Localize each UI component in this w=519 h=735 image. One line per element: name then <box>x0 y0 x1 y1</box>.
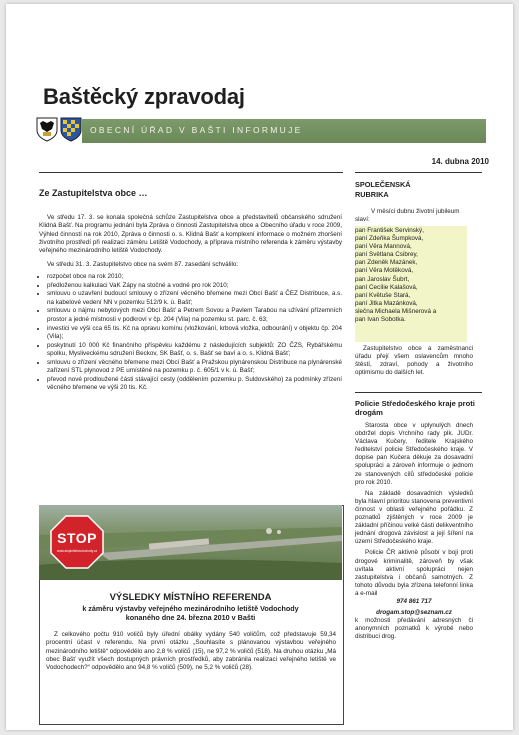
police-heading: Policie Středočeského kraje proti drogám <box>355 399 475 418</box>
article-heading: Ze Zastupitelstva obce … <box>39 188 148 198</box>
referendum-subtitle: konaného dne 24. března 2010 v Bašti <box>125 613 256 622</box>
jubilee-intro: V měsíci dubnu životní jubileum slaví: <box>355 208 460 224</box>
list-item: • smlouvu o uzavření budoucí smlouvy o zřízení věcného břemene mezi Obcí Bašť a ČEZ Distribuce, a.s. na kabelové vedení NN v pozemku 512/9 k. ú. Bašť; <box>47 290 342 307</box>
police-phone: 974 861 717 <box>396 597 432 605</box>
police-article <box>355 422 473 641</box>
referendum-paragraph: Z celkového počtu 910 voličů byly úřední obálky vydány 540 voličům, což představuje 59,34 procentní účast v referendu. Na první otázku „Souhlasíte s plánovanou výstavbou veřejného mezinárodního letiště“ odpovědělo ano 2,8 % voličů (15), ne 97,2 % voličů (518). Na druhou otázku „Má obec Bašť využít všech dostupných právních prostředků, aby zabránila realizaci veřejného letiště ve Vodochodech?“ odpovědělo ano 94,8 % voličů (509), ne 5,2 % voličů (28). <box>46 631 336 672</box>
name-item: paní Cecílie Kalašová, <box>355 283 418 291</box>
newsletter-title: Baštěcký zpravodaj <box>43 84 245 109</box>
name-item: slečna Michaela Mišnerová a <box>355 307 437 315</box>
name-item: pan František Servinský, <box>355 227 424 234</box>
divider <box>39 172 343 173</box>
police-email[interactable]: drogam.stop@seznam.cz <box>376 609 452 617</box>
article-body <box>39 214 342 393</box>
name-item: paní Zdeňka Šumpková, <box>355 235 424 243</box>
divider <box>355 172 482 173</box>
issue-date: 14. dubna 2010 <box>431 157 489 166</box>
name-item: pan Ivan Sobotka. <box>355 316 406 324</box>
article-paragraph: Ve středu 31. 3. Zastupitelstvo obce na svém 87. zasedání schválilo: <box>47 261 239 269</box>
police-paragraph: Na základě dosavadních výsledků byla hlavní prioritou stanovena preventivní činnost v oblasti veřejného pořádku. Z poznatků zjištěných v roce 2009 je základní příčinou velké části delikventního jednání drogová závislost a její šíření na území Středočeského kraje. <box>355 489 473 546</box>
list-item: • poskytnutí 10 000 Kč finančního příspěvku každému z následujících subjektů: ZO ČZS, Rybářskému spolku, Mysliveckému sdružení Beckov, SK Bašť, o. s. Bašť se baví a o. s. Klidná Bašť; <box>47 342 342 359</box>
list-item: • předloženou kalkulaci VaK Zápy na stočné a vodné pro rok 2010; <box>47 282 342 290</box>
list-item: • investici ve výši cca 65 tis. Kč na opravu komínu (vložkování, krbová vložka, odbourání) v objektu čp. 204 (Vila); <box>47 325 342 342</box>
checkered-crest-icon <box>60 117 82 142</box>
sidebar-heading: RUBRIKA <box>355 190 389 199</box>
article-paragraph: Ve středu 17. 3. se konala společná schůze Zastupitelstva obce a představitelů občanského sdružení Klidná Bašť. Na programu jednání byla Zpráva o činnosti Zastupitelstva obce a Obecního úřadu v roce 2009, Výhled činností na rok 2010, Zpráva o činnosti o. s. Klidná Bašť a komplexní informace o možném zhoršení životního prostředí při realizaci záměru Letiště Vodochody, a příprava místního referenda k záměru výstavby veřejného mezinárodního letiště Vodochody. <box>39 214 342 255</box>
referendum-title: VÝSLEDKY MÍSTNÍHO REFERENDA <box>109 592 272 603</box>
divider <box>355 392 482 393</box>
resolution-list <box>39 273 342 393</box>
newsletter-page <box>6 4 513 730</box>
list-item: • smlouvu o zřízení věcného břemene mezi Obcí Bašť a Pražskou plynárenskou Distribuce na plynárenské zařízení STL plynovod z PE umístěné na pozemku p. č. 605/1 v k. ú. Bašť; <box>47 359 342 376</box>
name-item: paní Věra Motěková, <box>355 267 414 275</box>
list-item: • rozpočet obce na rok 2010; <box>47 273 342 281</box>
municipal-crest-icon <box>36 117 58 142</box>
police-paragraph: Starosta obce v uplynulých dnech obdržel dopis Vrchního rady plk. JUDr. Václava Kučery, ředitele Krajského ředitelství policie Středočeského kraje. V dopise pan Kučera děkuje za dosavadní spolupráci a zároveň informuje o jednom ze stanovených cílů středočeské policie pro rok 2010. <box>355 422 473 486</box>
name-item: pan Jaroslav Šubrt, <box>355 275 410 283</box>
police-paragraph: Policie ČR aktivně působí v boji proti drogové kriminalitě, zároveň by však uvítala aktivní spolupráci nejen zastupitelstva i občanů samotných. Z tohoto důvodu byla zřízena telefonní linka a e-mail <box>355 549 473 597</box>
referendum-body <box>46 631 336 675</box>
name-item: paní Květuše Stará, <box>355 291 411 299</box>
stop-sign-text: STOP <box>57 530 97 546</box>
police-paragraph: k možnosti předávání adresných či anonymních poznatků k výrobě nebo distribuci drog. <box>355 617 473 641</box>
jubilee-wish: Zastupitelstvo obce a zaměstnanci úřadu přejí všem oslavencům mnoho štěstí, zdraví, pohody a životního optimismu do dalších let. <box>355 345 473 377</box>
stop-sign-url: www.stopletistivodochody.cz <box>56 549 98 553</box>
header-band-text: OBECNÍ ÚŘAD V BAŠTI INFORMUJE <box>90 125 303 135</box>
jubilee-names <box>355 227 467 324</box>
name-item: paní Věra Mannová, <box>355 243 412 251</box>
header-band <box>82 119 486 143</box>
sidebar-heading: SPOLEČENSKÁ <box>355 180 411 189</box>
name-item: pan Zdeněk Mazánek, <box>355 259 418 267</box>
name-item: paní Jitka Mazánková, <box>355 299 418 307</box>
list-item: • smlouvu o nájmu nebytových mezi Obcí Bašť a Petrem Sovou a Pavlem Tarabou na užívání přízemních prostor a jedné místnosti v podkroví v čp. 204 (Vila) na pozemku st. parc. č. 63; <box>47 307 342 324</box>
referendum-subtitle: k záměru výstavby veřejného mezinárodního letiště Vodochody <box>82 604 299 613</box>
name-item: paní Světlana Csibrey, <box>355 251 418 259</box>
list-item: • převod nové prodloužené části stávající cesty (oddělením pozemku p. Suldovského) za podmínky zřízení věcného břemene ve výši 20 tis. Kč. <box>47 376 342 393</box>
